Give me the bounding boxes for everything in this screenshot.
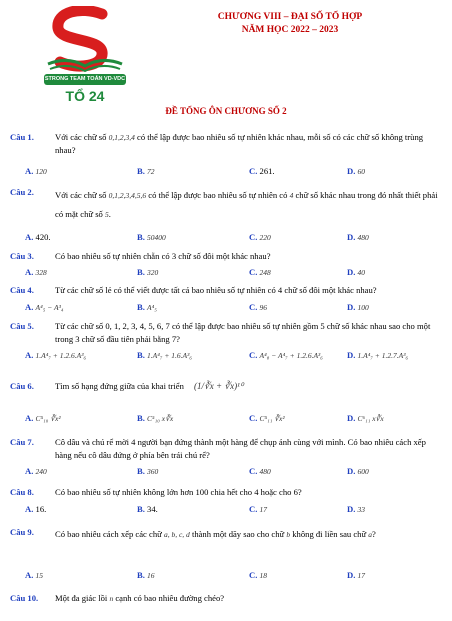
math-expr: b <box>286 530 291 539</box>
question-2: Câu 2. Với các chữ số 0,1,2,3,4,5,6 có thể lập được bao nhiêu số tự nhiên có 4 chữ số khác nhau trong đó nhất thiết phải có mặt chữ số 5. <box>10 187 438 219</box>
expansion-expr: (1/∛x + ∛x)¹⁰ <box>194 381 244 391</box>
question-10 <box>10 592 442 605</box>
question-text: chữ số khác nhau trong đó nhất thiết phải có mặt chữ số <box>55 190 438 219</box>
option-a[interactable]: A. 120 <box>25 166 47 176</box>
question-8 <box>10 486 442 499</box>
question-text: Một đa giác lồi <box>55 593 108 603</box>
question-number: Câu 4. <box>10 285 34 295</box>
option-c[interactable]: C. C⁵₁₁ ∛x² <box>249 413 285 423</box>
option-a[interactable]: A. 15 <box>25 570 44 580</box>
question-9: Câu 9. Có bao nhiêu cách xếp các chữ a, b, c, d thành một dãy sao cho chữ b không đi liền sau chữ a? <box>10 527 376 539</box>
option-b[interactable]: B. 72 <box>137 166 155 176</box>
question-text: thành một dãy sao cho chữ <box>191 529 285 539</box>
question-6 <box>10 374 442 393</box>
question-number: Câu 10. <box>10 593 39 603</box>
option-b[interactable]: B. C⁵₁₀ x∛x <box>137 413 174 423</box>
option-b[interactable]: B. 16 <box>137 570 155 580</box>
question-text: Có bao nhiêu số tự nhiên không lớn hơn 100 chia hết cho 4 hoặc cho 6? <box>55 487 302 497</box>
question-number: Câu 2. <box>10 187 34 197</box>
question-number: Câu 5. <box>10 321 34 331</box>
option-d[interactable]: D. 17 <box>347 570 366 580</box>
option-d[interactable]: D. C⁶₁₁ x∛x <box>347 413 384 423</box>
option-d[interactable]: D. 33 <box>347 504 366 514</box>
question-text: có thể lập được bao nhiêu số tự nhiên khác nhau, mỗi số có các chữ số không trùng nhau? <box>55 132 424 155</box>
option-b[interactable]: B. 1.A⁴₇ + 1.6.A³₆ <box>137 350 192 360</box>
question-text: Có bao nhiêu số tự nhiên chẵn có 3 chữ số đôi một khác nhau? <box>55 251 271 261</box>
question-number: Câu 9. <box>10 527 34 537</box>
option-c[interactable]: C. A⁴₈ − A⁴₇ + 1.2.6.A³₆ <box>249 350 323 360</box>
option-c[interactable]: C. 17 <box>249 504 268 514</box>
math-expr: 4 <box>289 191 294 200</box>
question-number: Câu 3. <box>10 251 34 261</box>
question-number: Câu 6. <box>10 381 34 391</box>
question-text: Cô dâu và chú rể mời 4 người bạn đứng thành một hàng để chụp ảnh cùng với mình. Có bao nhiêu cách xếp hàng nếu cô dâu đứng ở phía bên trái chú rể? <box>55 437 426 460</box>
logo-group-text: TỔ 24 <box>65 88 105 104</box>
option-a[interactable]: A. 1.A⁴₇ + 1.2.6.A³₆ <box>25 350 87 360</box>
option-d[interactable]: D. 600 <box>347 466 369 476</box>
option-a[interactable]: A. C⁵₁₀ ∛x² <box>25 413 61 423</box>
math-expr: a, b, c, d <box>163 530 190 539</box>
option-d[interactable]: D. 1.A⁴₇ + 1.2.7.A³₆ <box>347 350 409 360</box>
question-text: Từ các chữ số lẻ có thể viết được tất cả bao nhiêu số tự nhiên có 4 chữ số đôi một khác nhau? <box>55 285 377 295</box>
school-year: NĂM HỌC 2022 – 2023 <box>241 25 339 35</box>
question-1 <box>10 131 442 157</box>
question-3 <box>10 250 442 263</box>
question-7 <box>10 436 442 462</box>
option-a[interactable]: A. 240 <box>25 466 47 476</box>
option-a[interactable]: A. 328 <box>25 267 47 277</box>
question-text: Từ các chữ số 0, 1, 2, 3, 4, 5, 6, 7 có thể lập được bao nhiêu số tự nhiên gồm 5 chữ số khác nhau sao cho một trong 3 chữ số đầu tiên phải bằng 7? <box>55 321 431 344</box>
chapter-title: CHƯƠNG VIII – ĐẠI SỐ TỔ HỢP <box>217 12 363 22</box>
option-d[interactable]: D. 100 <box>347 302 369 312</box>
question-number: Câu 7. <box>10 437 34 447</box>
option-c[interactable]: C. 220 <box>249 232 271 242</box>
math-expr: a <box>368 530 373 539</box>
math-expr: n <box>109 594 114 603</box>
math-expr: 5 <box>105 210 109 219</box>
option-d[interactable]: D. 60 <box>347 166 366 176</box>
question-text: Với các chữ số <box>55 132 107 142</box>
question-text: Với các chữ số <box>55 190 107 200</box>
option-a[interactable]: A. A⁴₅ − A³₄ <box>25 302 64 312</box>
option-c[interactable]: C. 248 <box>249 267 271 277</box>
question-text: không đi liền sau chữ <box>292 529 367 539</box>
option-d[interactable]: D. 480 <box>347 232 369 242</box>
option-b[interactable]: B. 360 <box>137 466 159 476</box>
math-expr: 0,1,2,3,4,5,6 <box>108 191 147 200</box>
question-number: Câu 1. <box>10 132 34 142</box>
option-a[interactable]: A. 16. <box>25 504 47 514</box>
question-5 <box>10 320 442 346</box>
option-b[interactable]: B. 320 <box>137 267 159 277</box>
option-c[interactable]: C. 96 <box>249 302 268 312</box>
question-text: Tìm số hạng đứng giữa của khai triển <box>55 381 184 391</box>
option-c[interactable]: C. 480 <box>249 466 271 476</box>
logo <box>40 6 130 110</box>
option-b[interactable]: B. 50400 <box>137 232 166 242</box>
option-c[interactable]: C. 261. <box>249 166 275 176</box>
logo-banner-text: STRONG TEAM TOÁN VD-VDC <box>44 76 126 82</box>
option-d[interactable]: D. 40 <box>347 267 366 277</box>
question-text: có thể lập được bao nhiêu số tự nhiên có <box>148 190 288 200</box>
question-4 <box>10 284 442 297</box>
option-a[interactable]: A. 420. <box>25 232 51 242</box>
option-b[interactable]: B. 34. <box>137 504 158 514</box>
exam-title: ĐỀ TỔNG ÔN CHƯƠNG SỐ 2 <box>165 106 287 116</box>
option-b[interactable]: B. A⁴₅ <box>137 302 157 312</box>
question-text: Có bao nhiêu cách xếp các chữ <box>55 529 162 539</box>
math-expr: 0,1,2,3,4 <box>108 133 135 142</box>
option-c[interactable]: C. 18 <box>249 570 268 580</box>
question-number: Câu 8. <box>10 487 34 497</box>
question-text: cạnh có bao nhiêu đường chéo? <box>115 593 225 603</box>
